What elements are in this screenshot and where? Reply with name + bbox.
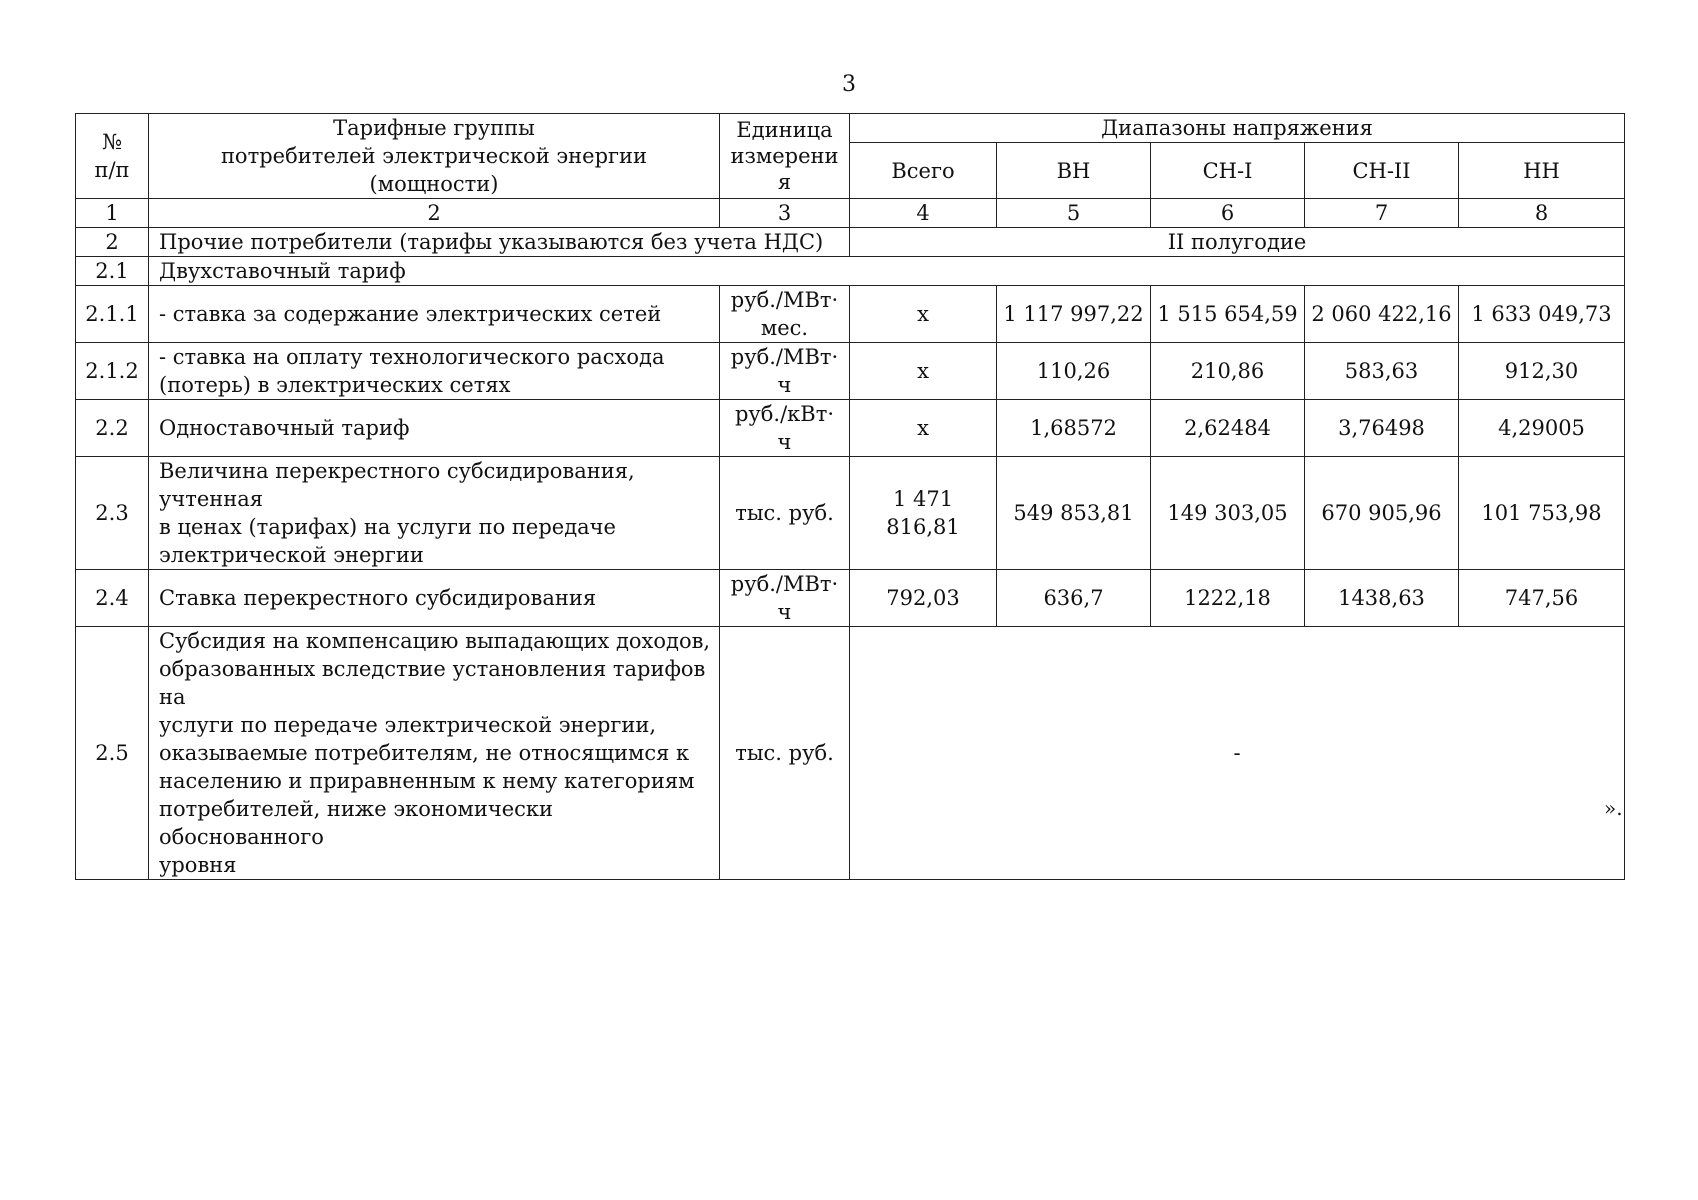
row-value-sn1: 2,62484 [1151,400,1305,457]
row-value-sn1: 210,86 [1151,343,1305,400]
header-sn2: СН-II [1305,143,1459,199]
row-value-vn: 1,68572 [997,400,1151,457]
column-number: 1 [76,199,149,228]
header-nn: НН [1459,143,1625,199]
row-num: 2.3 [76,457,149,570]
row-value-vn: 636,7 [997,570,1151,627]
header-num: № п/п [76,114,149,199]
header-vn: ВН [997,143,1151,199]
row-value-vn: 110,26 [997,343,1151,400]
row-value-nn: 1 633 049,73 [1459,286,1625,343]
row-value-sn2: 670 905,96 [1305,457,1459,570]
column-number: 8 [1459,199,1625,228]
row-value-nn: 912,30 [1459,343,1625,400]
row-value-total: 1 471 816,81 [850,457,997,570]
table-row [76,286,1625,343]
column-number: 5 [997,199,1151,228]
row-value-sn2: 2 060 422,16 [1305,286,1459,343]
row-num: 2.1.2 [76,343,149,400]
column-number: 7 [1305,199,1459,228]
row-value-nn: 101 753,98 [1459,457,1625,570]
subsidy-row [76,627,1625,880]
row-value-sn2: 3,76498 [1305,400,1459,457]
row-unit: тыс. руб. [720,457,850,570]
row-label: Субсидия на компенсацию выпадающих доходов, образованных вследствие установления тарифов на услуги по передаче электрической энергии, оказываемые потребителям, не относящимся к населению и приравненным к нему категориям потребителей, ниже экономически обоснованного уровня [149,627,720,880]
header-unit: Единица измерени я [720,114,850,199]
row-label: - ставка на оплату технологического расхода (потерь) в электрических сетях [149,343,720,400]
row-value-nn: 747,56 [1459,570,1625,627]
row-value-sn1: 149 303,05 [1151,457,1305,570]
row-unit: руб./МВт· мес. [720,286,850,343]
row-value-vn: 549 853,81 [997,457,1151,570]
closing-quote-mark: ». [1604,796,1623,820]
column-number: 3 [720,199,850,228]
header-row-top [76,114,1625,143]
section-label: Прочие потребители (тарифы указываются без учета НДС) [149,228,850,257]
row-value-vn: 1 117 997,22 [997,286,1151,343]
section-row [76,228,1625,257]
table-row [76,343,1625,400]
row-label: Ставка перекрестного субсидирования [149,570,720,627]
section-period: II полугодие [850,228,1625,257]
two-part-tariff-row [76,257,1625,286]
row-value-sn1: 1222,18 [1151,570,1305,627]
row-num: 2.4 [76,570,149,627]
row-unit: руб./МВт· ч [720,343,850,400]
row-value-sn2: 1438,63 [1305,570,1459,627]
row-value-total: х [850,400,997,457]
table-row [76,457,1625,570]
row-num: 2.1.1 [76,286,149,343]
header-total: Всего [850,143,997,199]
header-sn1: СН-I [1151,143,1305,199]
row-value-nn: 4,29005 [1459,400,1625,457]
table-row [76,400,1625,457]
column-number: 6 [1151,199,1305,228]
row-value-total: х [850,343,997,400]
row-value-total: 792,03 [850,570,997,627]
row-unit: тыс. руб. [720,627,850,880]
tariff-table [75,113,1625,880]
two-part-num: 2.1 [76,257,149,286]
row-value-sn1: 1 515 654,59 [1151,286,1305,343]
header-voltage-ranges: Диапазоны напряжения [850,114,1625,143]
subsidy-value: - [850,627,1625,880]
row-unit: руб./МВт· ч [720,570,850,627]
page-number: 3 [842,72,856,97]
column-number: 4 [850,199,997,228]
table-row [76,570,1625,627]
column-number-row [76,199,1625,228]
row-unit: руб./кВт· ч [720,400,850,457]
row-num: 2.5 [76,627,149,880]
section-num: 2 [76,228,149,257]
column-number: 2 [149,199,720,228]
two-part-label: Двухставочный тариф [149,257,1625,286]
row-label: Одноставочный тариф [149,400,720,457]
row-label: Величина перекрестного субсидирования, учтенная в ценах (тарифах) на услуги по передаче электрической энергии [149,457,720,570]
row-value-sn2: 583,63 [1305,343,1459,400]
header-tariff-groups: Тарифные группы потребителей электрической энергии (мощности) [149,114,720,199]
row-label: - ставка за содержание электрических сетей [149,286,720,343]
row-value-total: х [850,286,997,343]
row-num: 2.2 [76,400,149,457]
